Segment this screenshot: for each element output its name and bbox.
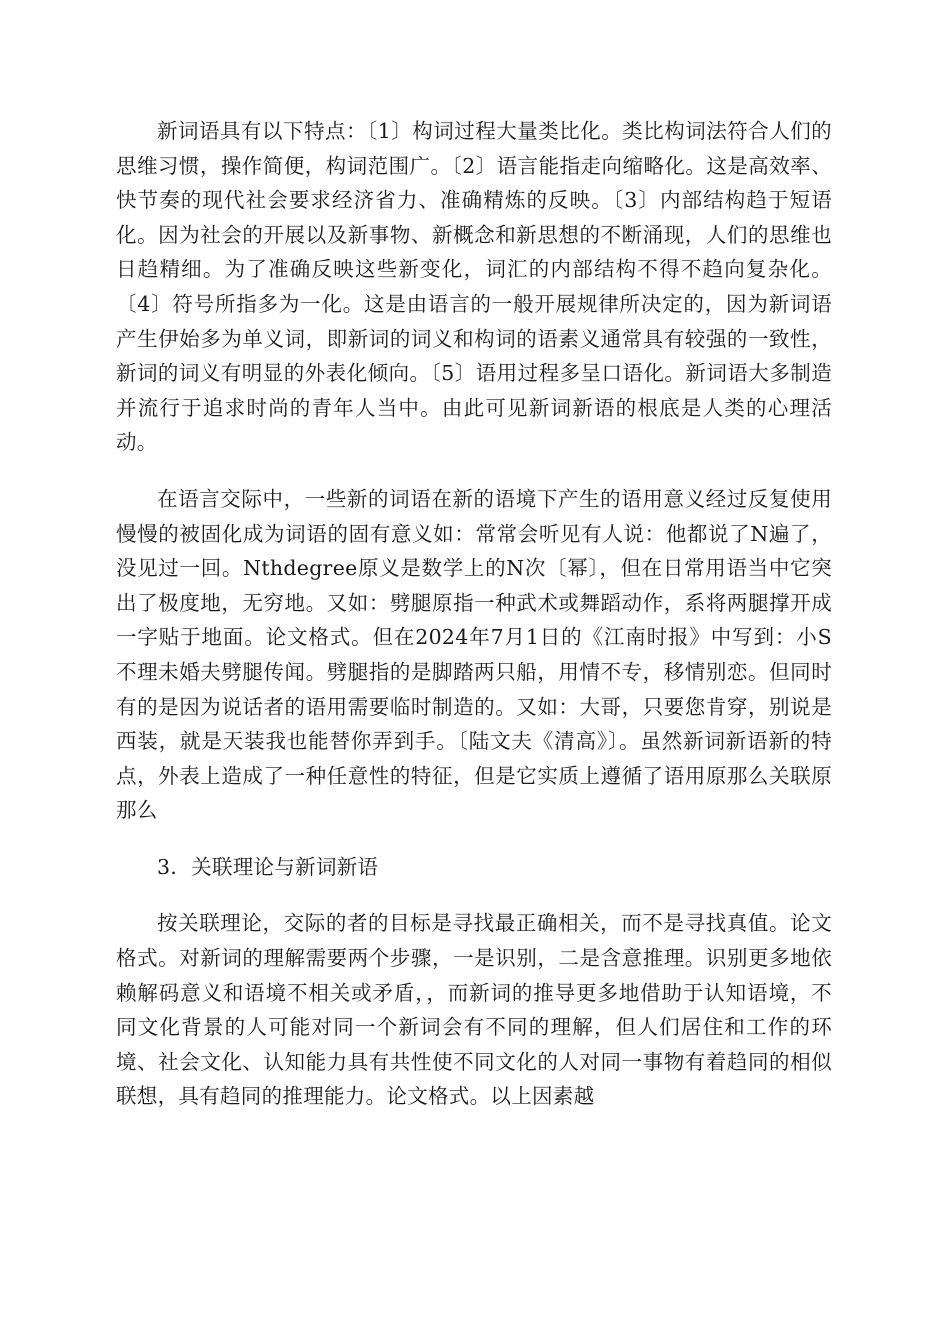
document-body xyxy=(116,114,832,1136)
section-heading: 3．关联理论与新词新语 xyxy=(157,854,379,879)
paragraph-new-word-features: 新词语具有以下特点：〔1〕构词过程大量类比化。类比构词法符合人们的思维习惯，操作简便，构词范围广。〔2〕语言能指走向缩略化。这是高效率、快节奏的现代社会要求经济省力、准确精炼的反映。〔3〕内部结构趋于短语化。因为社会的开展以及新事物、新概念和新思想的不断涌现，人们的思维也日趋精细。为了准确反映这些新变化，词汇的内部结构不得不趋向复杂化。〔4〕符号所指多为一化。这是由语言的一般开展规律所决定的，因为新词语产生伊始多为单义词，即新词的词义和构词的语素义通常具有较强的一致性，新词的词义有明显的外表化倾向。〔5〕语用过程多呈口语化。新词语大多制造并流行于追求时尚的青年人当中。由此可见新词新语的根底是人类的心理活动。 xyxy=(116,119,832,455)
paragraph-pragmatic-meaning: 在语言交际中，一些新的词语在新的语境下产生的语用意义经过反复使用慢慢的被固化成为词语的固有意义如：常常会听见有人说：他都说了N遍了，没见过一回。Nthdegree原义是数学上的N次〔幂〕，但在日常用语当中它突出了极度地，无穷地。又如：劈腿原指一种武术或舞蹈动作，系将两腿撑开成一字贴于地面。论文格式。但在2024年7月1日的《江南时报》中写到：小S不理未婚夫劈腿传闻。劈腿指的是脚踏两只船，用情不专，移情别恋。但同时有的是因为说话者的语用需要临时制造的。又如：大哥，只要您肯穿，别说是西装，就是天装我也能替你弄到手。〔陆文夫《清高》〕。虽然新词新语新的特点，外表上造成了一种任意性的特征，但是它实质上遵循了语用原那么关联原那么 xyxy=(116,486,832,823)
paragraph-relevance-theory: 按关联理论，交际的者的目标是寻找最正确相关，而不是寻找真值。论文格式。对新词的理解需要两个步骤，一是识别，二是含意推理。识别更多地依赖解码意义和语境不相关或矛盾，，而新词的推导更多地借助于认知语境，不同文化背景的人可能对同一个新词会有不同的理解，但人们居住和工作的环境、社会文化、认知能力具有共性使不同文化的人对同一事物有着趋同的相似联想，具有趋同的推理能力。论文格式。以上因素越 xyxy=(116,911,832,1109)
